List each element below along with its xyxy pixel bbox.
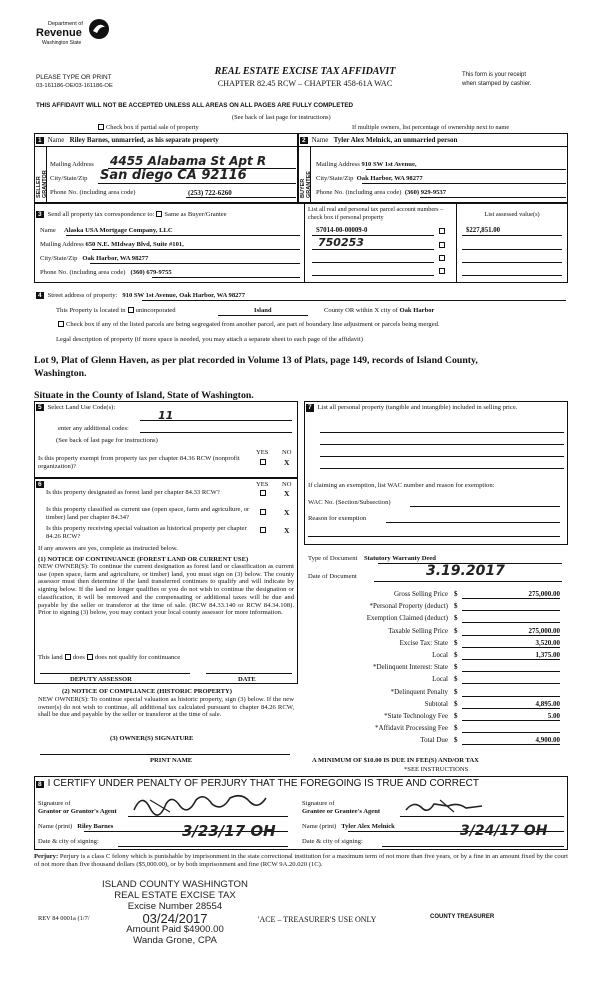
dept-line1: Department of xyxy=(48,21,83,27)
forest-no-mark[interactable]: X xyxy=(284,489,290,498)
land-use-code[interactable]: 11 xyxy=(158,409,174,422)
corr-city-row xyxy=(40,255,148,262)
print-label: PLEASE TYPE OR PRINT xyxy=(36,74,112,81)
section-4-number: 4 xyxy=(38,292,42,299)
grantee-print-row xyxy=(302,823,395,830)
county-value[interactable]: Island xyxy=(254,307,272,314)
grantor-print-row xyxy=(38,823,113,830)
doc-date-label: Date of Document xyxy=(308,573,357,580)
multiple-owners-note: If multiple owners, list percentage of ownership next to name xyxy=(352,124,510,131)
unincorporated-checkbox[interactable] xyxy=(128,307,134,313)
stamp-line-3: Excise Number 28554 xyxy=(127,900,223,912)
corr-phone[interactable]: (360) 679-9755 xyxy=(130,269,172,276)
partial-sale-checkbox[interactable] xyxy=(98,124,104,130)
tax-row xyxy=(310,674,560,685)
legal-label: Legal description of property (if more space is needed, you may attach a separate sheet to each page of the affidavit) xyxy=(56,336,363,343)
tax-row-dollar: $ xyxy=(454,651,458,659)
corr-city-label: City/State/Zip xyxy=(40,255,78,262)
personal-row xyxy=(306,404,562,412)
tax-row-label: Taxable Selling Price xyxy=(388,626,448,635)
parcel-3-personal-checkbox[interactable] xyxy=(439,255,445,261)
tax-row-dollar: $ xyxy=(454,724,458,733)
parcel-2[interactable]: 750253 xyxy=(318,236,364,249)
revenue-logo-icon xyxy=(88,18,110,40)
current-use-yes-checkbox[interactable] xyxy=(260,509,266,515)
corr-mail[interactable]: 650 N.E. MIdway Blvd, Suite #101, xyxy=(85,241,184,248)
buyer-city-row xyxy=(316,175,423,182)
grantee-print-label: Name (print) xyxy=(302,823,337,830)
buyer-name-row xyxy=(300,136,457,144)
tax-row xyxy=(310,735,560,746)
parcel-4-personal-checkbox[interactable] xyxy=(439,268,445,274)
tax-row-dollar: $ xyxy=(454,626,458,635)
same-as-buyer-checkbox[interactable] xyxy=(156,211,162,217)
tax-row xyxy=(310,662,560,673)
grantee-sig-label-1: Signature of xyxy=(302,800,335,807)
exempt-yes-checkbox[interactable] xyxy=(260,459,266,465)
tax-row-label: Excise Tax: State xyxy=(399,638,448,647)
forest-yes-checkbox[interactable] xyxy=(260,490,266,496)
certify-row xyxy=(36,778,479,789)
form-title: REAL ESTATE EXCISE TAX AFFIDAVIT xyxy=(214,66,396,77)
tax-row xyxy=(310,723,560,734)
segregated-row xyxy=(56,321,440,328)
receipt-line2: when stamped by cashier. xyxy=(462,81,532,87)
historic-question: Is this property receiving special valuation as historical property per chapter 84.26 RCW? xyxy=(46,525,247,540)
does-checkbox[interactable] xyxy=(65,654,71,660)
stamp-line-2: REAL ESTATE EXCISE TAX xyxy=(114,889,236,901)
buyer-name[interactable]: Tyler Alex Melnick, an unmarried person xyxy=(333,136,458,144)
tax-row-dollar: $ xyxy=(454,614,458,623)
additional-codes-label: enter any additional codes: xyxy=(58,425,129,432)
notice1-body: NEW OWNER(S): To continue the current designation as forest land or classification as current use (open space, farm and agriculture, or timber) land, you must sign on (3) below. The county assessor must then determine if the land transferred continues to qualify and will indicate by signing below. If the land no longer qualifies or you do not wish to continue the designation or classification, it will be removed and the compensating or additional taxes will be due and payable by the seller or transferor at the time of sale. (RCW 84.33.140 or RCW 84.34.108). Prior to signing (3) below, you may contact your local county assessor for more information. xyxy=(38,563,294,617)
tax-row-label: Local xyxy=(432,675,448,684)
perjury-text: Perjury is a class C felony which is punishable by imprisonment in the state correctional institution for a maximum term of not more than five years, or by a fine in an amount fixed by the court of not more than five thousand dollars ($5,000.00), or by both imprisonment and fine (RCW 9A.20.020 (1C). xyxy=(34,853,568,868)
seller-mail-label: Mailing Address xyxy=(50,161,94,168)
section-5-number: 5 xyxy=(38,404,42,411)
send-correspondence-row xyxy=(36,211,227,218)
does-label: does xyxy=(72,654,85,661)
tax-row-label: *State Technology Fee xyxy=(384,712,448,720)
corr-name-label: Name xyxy=(40,227,56,234)
owner-signature-label: (3) OWNER(S) SIGNATURE xyxy=(110,735,194,742)
tax-row-label: *Delinquent Interest: State xyxy=(372,663,448,672)
buyer-phone[interactable]: (360) 929-9537 xyxy=(404,189,447,196)
seller-city-label: City/State/Zip xyxy=(50,175,88,182)
see-back-note: (See back of last page for instructions) xyxy=(232,114,331,121)
grantee-print-name[interactable]: Tyler Alex Melnick xyxy=(341,823,395,830)
tax-row-dollar: $ xyxy=(454,638,458,647)
tax-row-label: Subtotal xyxy=(424,699,448,708)
see-instructions: *SEE INSTRUCTIONS xyxy=(404,766,469,773)
grantor-print-name[interactable]: Riley Barnes xyxy=(77,823,114,830)
property-street[interactable]: 910 SW 1st Avenue, Oak Harbor, WA 98277 xyxy=(122,292,246,299)
personal-property-label: List all personal property (tangible and intangible) included in selling price. xyxy=(317,404,518,411)
seller-name-label: Name xyxy=(47,136,65,144)
seller-side-label: SELLER GRANTOR xyxy=(36,170,48,198)
assessor-date-label: DATE xyxy=(238,676,256,683)
tax-row-dollar: $ xyxy=(454,712,458,720)
tax-row-value[interactable]: 5.00 xyxy=(547,712,560,720)
exempt-no-mark[interactable]: X xyxy=(284,458,290,467)
partial-sale xyxy=(96,124,199,131)
land-label: This land xyxy=(38,654,63,661)
section-8-number: 8 xyxy=(38,781,42,788)
tax-row xyxy=(310,687,560,698)
parcel-2-personal-checkbox[interactable] xyxy=(439,242,445,248)
section-1-number: 1 xyxy=(38,137,42,144)
segregated-checkbox[interactable] xyxy=(58,321,64,327)
perjury-title: Perjury: xyxy=(34,853,59,860)
assessed-header: List assessed value(s) xyxy=(484,211,540,218)
parcel-1[interactable]: S7014-00-00009-0 xyxy=(316,227,368,234)
corr-name-row xyxy=(40,227,173,234)
notice1-title: (1) NOTICE OF CONTINUANCE (FOREST LAND OR CURRENT USE) xyxy=(38,556,249,563)
current-use-no-mark[interactable]: X xyxy=(284,508,290,517)
sec6-no-header: NO xyxy=(282,481,292,488)
partial-sale-label: Check box if partial sale of property xyxy=(106,124,199,131)
buyer-city[interactable]: Oak Harbor, WA 98277 xyxy=(356,175,423,182)
tax-row-value[interactable]: 3,520.00 xyxy=(535,638,560,647)
tax-row-value[interactable]: 275,000.00 xyxy=(528,626,560,635)
segregated-label: Check box if any of the listed parcels are being segregated from another parcel, are part of boundary line adjustment or parcels being merged. xyxy=(66,321,440,328)
reason-label: Reason for exemption xyxy=(308,515,367,522)
grantor-print-label: Name (print) xyxy=(38,823,73,830)
stamp-date: 03/24/2017 xyxy=(142,911,208,927)
buyer-phone-label: Phone No. (including area code) xyxy=(316,189,402,196)
tax-row-label: Total Due xyxy=(420,736,448,745)
seller-mail[interactable]: 4455 Alabama St Apt R xyxy=(110,154,267,168)
grantee-sig-label xyxy=(302,800,380,816)
tax-row-value[interactable]: 4,900.00 xyxy=(535,736,560,745)
tax-row-value[interactable]: 1,375.00 xyxy=(535,651,560,659)
buyer-phone-row xyxy=(316,189,446,196)
legal-line-2: Washington. xyxy=(34,368,87,379)
sec5-see-back: (See back of last page for instructions) xyxy=(56,437,158,444)
stamp-amount: Amount Paid $4900.00 xyxy=(126,924,224,936)
section-3-number: 3 xyxy=(38,211,42,218)
corr-mail-label: Mailing Address xyxy=(40,241,84,248)
dept-logo xyxy=(36,18,116,52)
seller-name[interactable]: Riley Barnes, unmarried, as his separate property xyxy=(69,136,219,144)
tax-row xyxy=(310,601,560,612)
sec6-yes-header: YES xyxy=(256,481,269,488)
does-not-label: does not qualify for continuance xyxy=(94,654,181,661)
warning-text: THIS AFFIDAVIT WILL NOT BE ACCEPTED UNLESS ALL AREAS ON ALL PAGES ARE FULLY COMPLETED xyxy=(36,102,354,109)
tax-row xyxy=(310,589,560,600)
forest-question: Is this property designated as forest land per chapter 84.33 RCW? xyxy=(46,489,220,496)
same-as-buyer-label: Same as Buyer/Grantee xyxy=(164,211,227,218)
notice2-title: (2) NOTICE OF COMPLIANCE (HISTORIC PROPERTY) xyxy=(62,688,232,695)
current-use-question: Is this property classified as current use (open space, farm and agriculture, or timber) land per chapter 84.34? xyxy=(46,506,250,521)
tax-row-label: Local xyxy=(432,651,448,659)
grantee-date-city[interactable]: 3/24/17 OH xyxy=(460,823,548,839)
certify-statement: I CERTIFY UNDER PENALTY OF PERJURY THAT THE FOREGOING IS TRUE AND CORRECT xyxy=(47,778,479,789)
tax-row-dollar: $ xyxy=(454,663,458,672)
situate-line: Situate in the County of Island, State of Washington. xyxy=(34,390,254,401)
buyer-side-label: BUYER GRANTEE xyxy=(300,171,312,198)
perjury-note xyxy=(34,853,568,869)
tax-row xyxy=(310,699,560,710)
deputy-assessor-label: DEPUTY ASSESSOR xyxy=(70,676,132,683)
tax-row-label: Exemption Claimed (deduct) xyxy=(366,614,448,623)
located-row xyxy=(56,307,176,314)
grantor-sig-label-2: Grantor or Grantor's Agent xyxy=(38,808,117,815)
dept-line2: Revenue xyxy=(36,27,82,39)
tax-row xyxy=(310,626,560,637)
parcel-header: List all real and personal tax parcel account numbers – check box if personal property xyxy=(308,206,444,221)
section-2-number: 2 xyxy=(302,137,306,144)
city-value[interactable]: Oak Harbor xyxy=(399,307,435,314)
notice2-body: NEW OWNER(S): To continue special valuation as historic property, sign (3) below. If the new owner(s) do not wish to continue, all additional tax calculated pursuant to chapter 84.26 RCW, shall be due and payable by the seller or transferor at the time of sale. xyxy=(38,696,294,719)
street-label: Street address of property: xyxy=(47,292,118,299)
grantor-sig-label xyxy=(38,800,117,816)
minimum-note: A MINIMUM OF $10.00 IS DUE IN FEE(S) AND/OR TAX xyxy=(312,757,479,764)
tax-row-label: *Delinquent Penalty xyxy=(390,687,448,696)
section-6-number: 6 xyxy=(38,481,42,488)
grantor-sig-label-1: Signature of xyxy=(38,800,71,807)
seller-name-row xyxy=(36,136,219,144)
tax-row-dollar: $ xyxy=(454,687,458,696)
does-not-checkbox[interactable] xyxy=(87,654,93,660)
sec6-num-row xyxy=(36,481,48,488)
historic-no-mark[interactable]: X xyxy=(284,526,290,535)
land-use-row xyxy=(36,404,115,411)
seller-phone-label: Phone No. (including area code) xyxy=(50,189,136,196)
grantee-date-label: Date & city of signing: xyxy=(302,838,363,845)
treasurer-stamp xyxy=(80,880,270,947)
wac-no-label: WAC No. (Section/Subsection) xyxy=(308,499,391,506)
grantee-signature-icon[interactable] xyxy=(404,796,484,816)
county-row xyxy=(324,307,434,314)
rev-code: REV 84 0001a (1/7/ xyxy=(38,915,90,922)
sec5-yes-header: YES xyxy=(256,449,269,456)
tax-row xyxy=(310,613,560,624)
grantor-date-label: Date & city of signing: xyxy=(38,838,99,845)
parcel-1-personal-checkbox[interactable] xyxy=(439,228,445,234)
tax-row-dollar: $ xyxy=(454,699,458,708)
doc-type-row xyxy=(308,555,436,562)
section-7-number: 7 xyxy=(308,404,312,411)
tax-row-dollar: $ xyxy=(454,602,458,611)
print-name-label: PRINT NAME xyxy=(150,757,193,764)
sec5-no-header: NO xyxy=(282,449,292,456)
land-continuance-row xyxy=(38,654,180,661)
tax-row-value[interactable]: 4,895.00 xyxy=(535,699,560,708)
tax-row-label: *Personal Property (deduct) xyxy=(369,602,448,611)
corr-phone-label: Phone No. (including area code) xyxy=(40,269,126,276)
buyer-mail[interactable]: 910 SW 1st Avenue, xyxy=(361,161,417,168)
grantor-date-city[interactable]: 3/23/17 OH xyxy=(182,822,276,840)
tax-row xyxy=(310,638,560,649)
located-label: This Property is located in xyxy=(56,307,126,314)
tax-row-dollar: $ xyxy=(454,590,458,598)
seller-phone[interactable]: (253) 722-6260 xyxy=(188,189,232,197)
corr-name[interactable]: Alaska USA Mortgage Company, LLC xyxy=(64,227,173,234)
seller-city[interactable]: San diego CA 92116 xyxy=(100,168,247,183)
grantor-signature-icon[interactable] xyxy=(130,790,270,816)
unincorporated-label: unincorporated xyxy=(135,307,176,314)
doc-type-label: Type of Document xyxy=(308,555,358,562)
section-7-personal-property xyxy=(304,401,568,545)
corr-city[interactable]: Oak Harbor, WA 98277 xyxy=(82,255,149,262)
county-treasurer-label: COUNTY TREASURER xyxy=(430,914,495,920)
receipt-line1: This form is your receipt xyxy=(462,72,527,78)
grantee-sig-label-2: Grantee or Grantee's Agent xyxy=(302,808,381,815)
if-yes-note: If any answers are yes, complete as instructed below. xyxy=(38,545,178,552)
buyer-mail-row xyxy=(316,161,417,168)
buyer-name-label: Name xyxy=(311,136,329,144)
historic-yes-checkbox[interactable] xyxy=(260,527,266,533)
exempt-question: Is this property exempt from property tax per chapter 84.36 RCW (nonprofit organization)? xyxy=(38,455,240,470)
stamp-signer: Wanda Grone, CPA xyxy=(133,935,217,947)
treasurer-use-label: 'ACE – TREASURER'S USE ONLY xyxy=(258,915,377,924)
tax-row-value[interactable]: 275,000.00 xyxy=(528,590,560,598)
corr-mail-row xyxy=(40,241,184,248)
tax-row xyxy=(310,711,560,722)
land-use-label: Select Land Use Code(s): xyxy=(47,404,116,411)
county-label: County OR within X city of xyxy=(324,307,398,314)
stamp-line-1: ISLAND COUNTY WASHINGTON xyxy=(102,879,248,890)
legal-line-1: Lot 9, Plat of Glenn Haven, as per plat recorded in Volume 13 of Plats, page 149, records of Island County, xyxy=(34,355,478,366)
corr-phone-row xyxy=(40,269,172,276)
tax-row-dollar: $ xyxy=(454,675,458,684)
assessed-value[interactable]: $227,851.00 xyxy=(466,227,500,234)
doc-type[interactable]: Statutory Warranty Deed xyxy=(363,555,436,562)
dept-line3: Washington State xyxy=(42,40,82,46)
tax-row xyxy=(310,650,560,661)
buyer-city-label: City/State/Zip xyxy=(316,175,354,182)
form-codes: 03-161186-OE/03-161186-OE xyxy=(36,83,113,89)
buyer-mail-label: Mailing Address xyxy=(316,161,360,168)
tax-row-label: *Affidavit Processing Fee xyxy=(375,724,448,733)
send-label: Send all property tax correspondence to: xyxy=(47,211,155,218)
tax-row-label: Gross Selling Price xyxy=(393,590,448,598)
wac-claim-label: If claiming an exemption, list WAC number and reason for exemption: xyxy=(308,482,495,489)
street-row xyxy=(36,292,245,299)
tax-row-dollar: $ xyxy=(454,736,458,745)
form-chapter: CHAPTER 82.45 RCW – CHAPTER 458-61A WAC xyxy=(217,79,393,88)
doc-date[interactable]: 3.19.2017 xyxy=(426,563,505,579)
